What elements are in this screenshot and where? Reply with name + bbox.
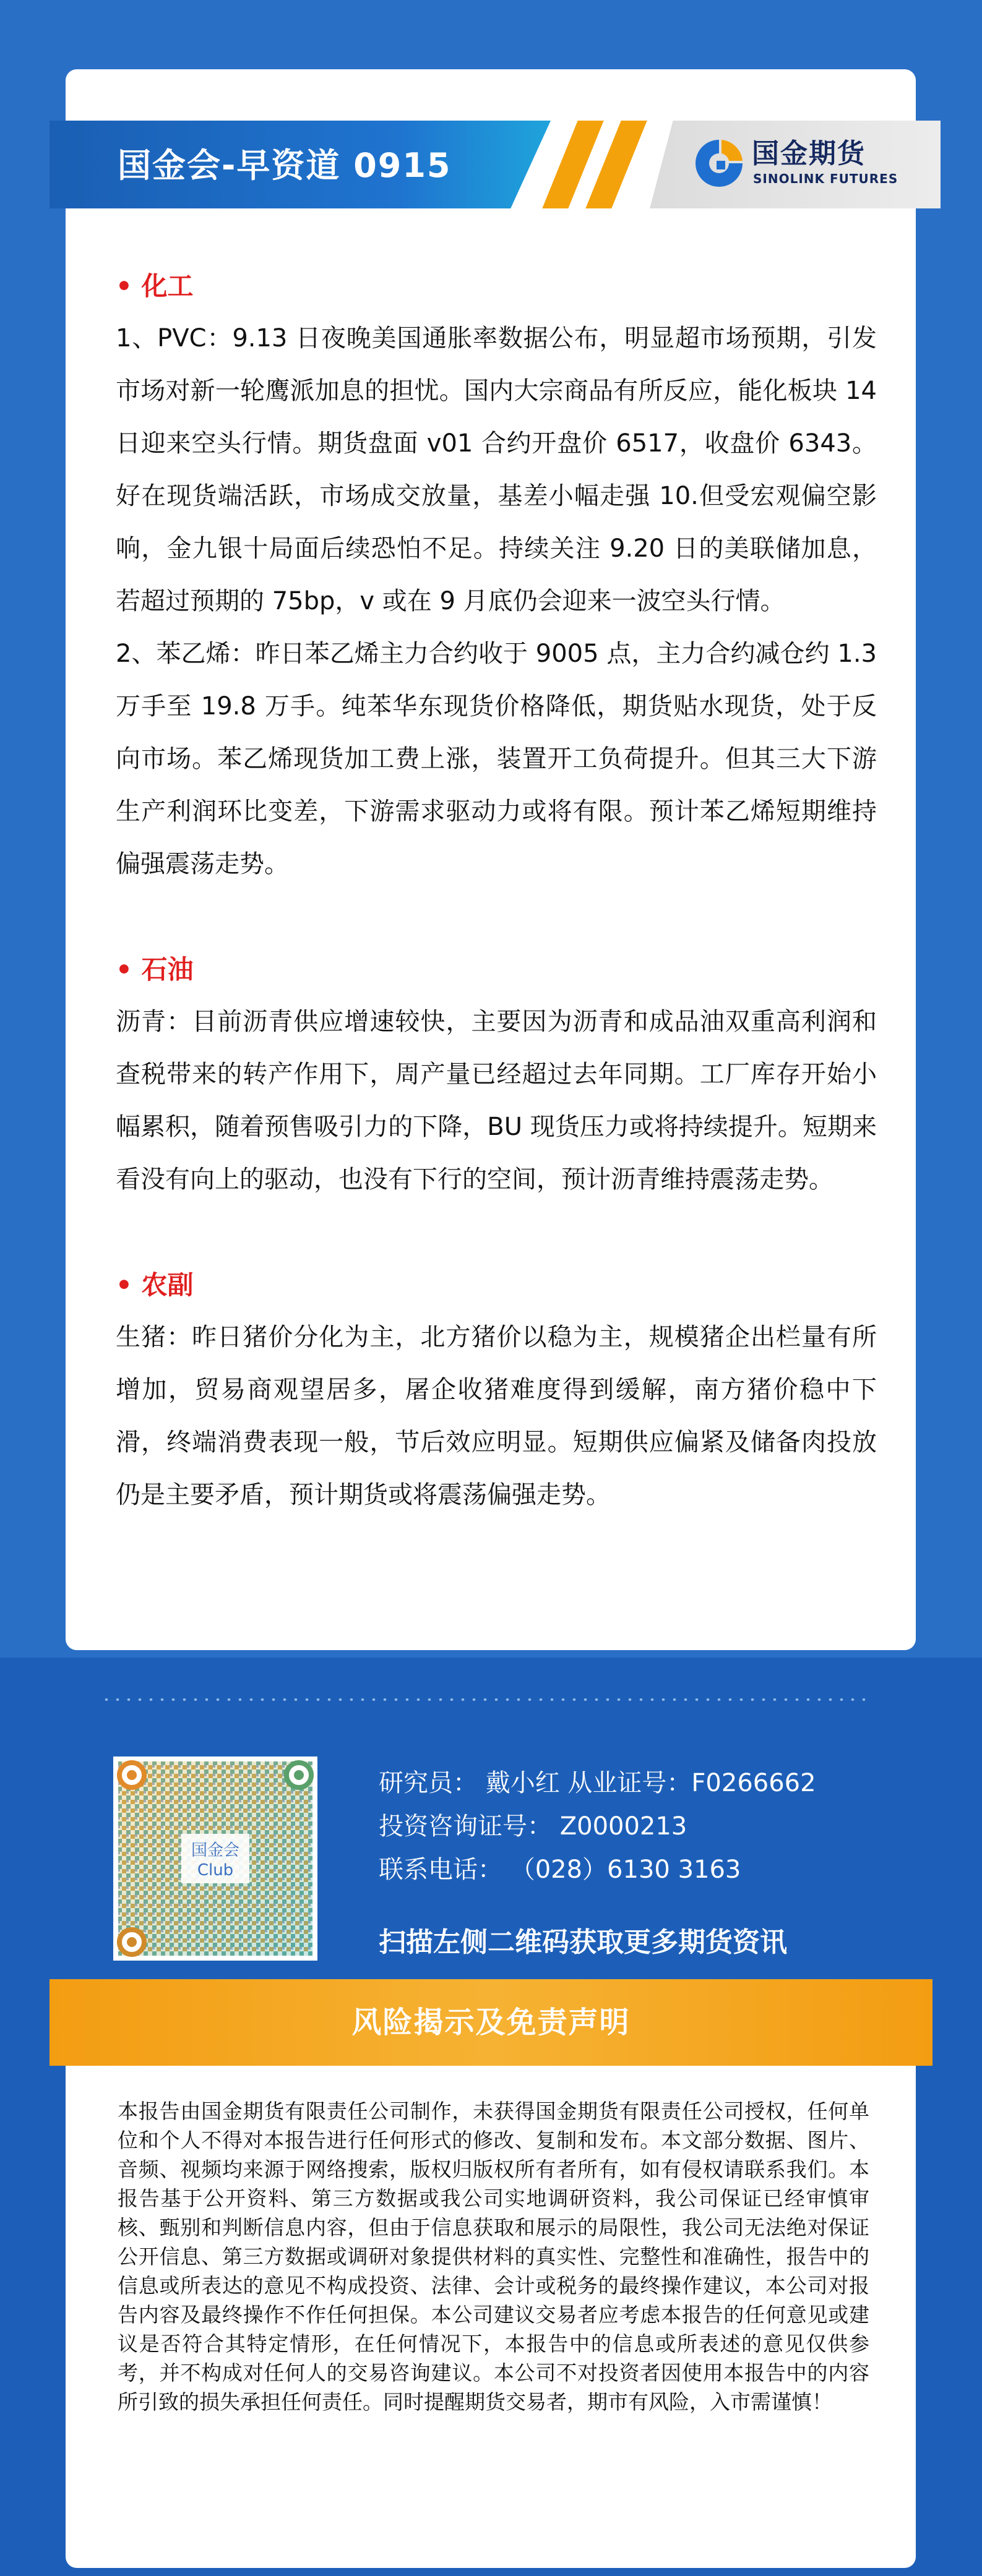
logo-text-en: SINOLINK FUTURES	[753, 171, 898, 186]
dotted-divider	[101, 1698, 868, 1701]
paragraph-pvc: 1、PVC：9.13 日夜晚美国通胀率数据公布，明显超市场预期，引发市场对新一轮鹰派加息的担忧。国内大宗商品有所反应，能化板块 14 日迎来空头行情。期货盘面 v01 合约开盘价 6517，收盘价 6343。好在现货端活跃，市场成交放量，基差小幅走强 10.但受宏观偏空影响，金九银十局面后续恐怕不足。持续关注 9.20 日的美联储加息，若超过预期的 75bp，v 或在 9 月底仍会迎来一波空头行情。	[116, 324, 877, 615]
report-content	[116, 260, 877, 1521]
qr-label-line1: 国金会	[191, 1841, 240, 1860]
researcher-info: 研究员： 戴小红 从业证号：F0266662	[379, 1769, 816, 1797]
section-title-agriculture: • 农副	[116, 1270, 194, 1300]
qr-label-line2: Club	[197, 1861, 234, 1880]
risk-title: 风险揭示及免责声明	[351, 2005, 631, 2040]
paragraph-styrene: 2、苯乙烯：昨日苯乙烯主力合约收于 9005 点，主力合约减仓约 1.3 万手至 19.8 万手。纯苯华东现货价格降低，期货贴水现货，处于反向市场。苯乙烯现货加工费上涨，装置开工负荷提升。但其三大下游生产利润环比变差，下游需求驱动力或将有限。预计苯乙烯短期维持偏强震荡走势。	[116, 640, 877, 878]
scan-prompt: 扫描左侧二维码获取更多期货资讯	[379, 1927, 787, 1958]
sinolink-logo-icon	[693, 137, 745, 189]
section-title-petroleum: • 石油	[116, 954, 194, 985]
section-title-chemical: • 化工	[116, 271, 194, 301]
paragraph-asphalt: 沥青：目前沥青供应增速较快，主要因为沥青和成品油双重高利润和查税带来的转产作用下，周产量已经超过去年同期。工厂库存开始小幅累积，随着预售吸引力的下降，BU 现货压力或将持续提升。短期来看没有向上的驱动，也没有下行的空间，预计沥青维持震荡走势。	[116, 1008, 877, 1194]
logo-text-cn: 国金期货	[752, 138, 866, 169]
paragraph-hog: 生猪：昨日猪价分化为主，北方猪价以稳为主，规模猪企出栏量有所增加，贸易商观望居多，屠企收猪难度得到缓解，南方猪价稳中下滑，终端消费表现一般，节后效应明显。短期供应偏紧及储备肉投放仍是主要矛盾，预计期货或将震荡偏强走势。	[116, 1323, 877, 1509]
contact-phone: 联系电话： （028）6130 3163	[379, 1855, 741, 1884]
page-title: 国金会-早资道 0915	[118, 146, 452, 185]
disclaimer-text: 本报告由国金期货有限责任公司制作，未获得国金期货有限责任公司授权，任何单位和个人不得对本报告进行任何形式的修改、复制和发布。本文部分数据、图片、音频、视频均来源于网络搜索，版权归版权所有者所有，如有侵权请联系我们。本报告基于公开资料、第三方数据或我公司实地调研资料，我公司保证已经审慎审核、甄别和判断信息内容，但由于信息获取和展示的局限性，我公司无法绝对保证公开信息、第三方数据或调研对象提供材料的真实性、完整性和准确性，报告中的信息或所表达的意见不构成投资、法律、会计或税务的最终操作建议，本公司对报告内容及最终操作不作任何担保。本公司建议交易者应考虑本报告的任何意见或建议是否符合其特定情形，在任何情况下，本报告中的信息或所表述的意见仅供参考，并不构成对任何人的交易咨询建议。本公司不对投资者因使用本报告中的内容所引致的损失承担任何责任。同时提醒期货交易者，期市有风险，入市需谨慎！	[118, 2099, 869, 2414]
qr-code[interactable]	[113, 1757, 317, 1961]
advisory-cert: 投资咨询证号： Z0000213	[379, 1812, 687, 1841]
